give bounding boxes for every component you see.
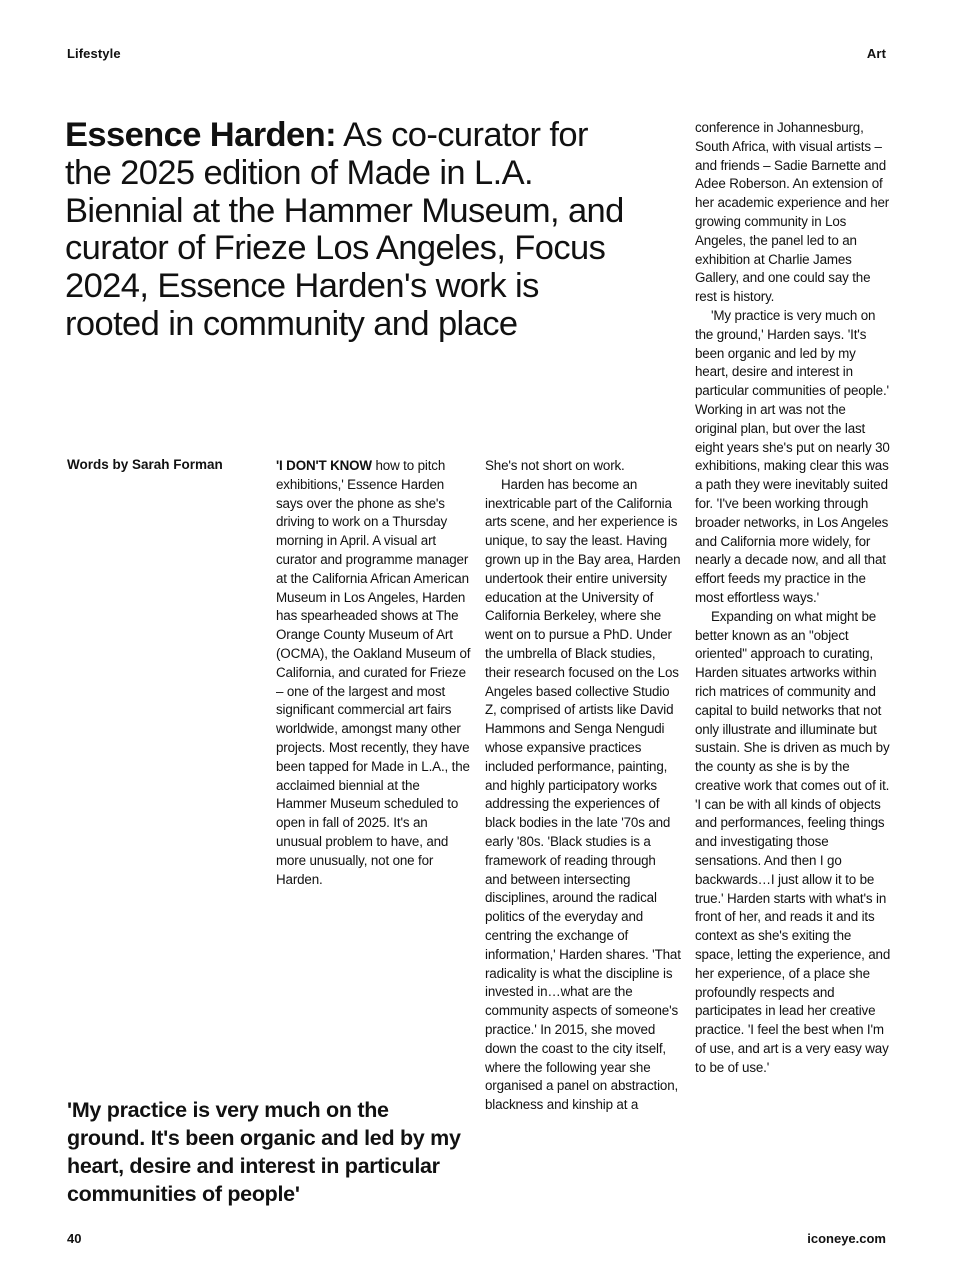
body-column-1 bbox=[276, 457, 472, 889]
body-paragraph: Harden has become an inextricable part of the California arts scene, and her experience is unique, to say the least. Having grown up in the Bay area, Harden undertook their entire university education at the University of California Berkeley, where she went on to pursue a PhD. Under the umbrella of Black studies, their research focused on the Los Angeles based collective Studio Z, comprised of artists like David Hammons and Senga Nengudi whose expansive practices included performance, painting, and highly participatory works addressing the experiences of black bodies in the late '70s and early '80s. 'Black studies is a framework of reading through and between intersecting disciplines, around the radical politics of the everyday and centring the exchange of information,' Harden shares. 'That radicality is what the discipline is invested in…what are the community aspects of someone's practice.' In 2015, she moved down the coast to the city itself, where the following year she organised a panel on abstraction, blackness and kinship at a bbox=[485, 476, 681, 1113]
headline-text: As co-curator for the 2025 edition of Made in L.A. Biennial at the Hammer Museum, and curator of Frieze Los Angeles, Focus 2024, Essence Harden's work is rooted in community and place bbox=[65, 116, 624, 343]
body-column-3 bbox=[695, 119, 891, 1078]
article-headline bbox=[65, 117, 625, 344]
body-paragraph: Expanding on what might be better known as an "object oriented" approach to curating, Harden situates artworks within rich matrices of community and capital to build networks that not only illustrate and illuminate but sustain. She is driven as much by the county as she is by the creative work that comes out of it. 'I can be with all kinds of objects and performances, feeling things and investigating those sensations. And then I go backwards…I just allow it to be true.' Harden starts with what's in front of her, and reads it and its context as she's exiting the space, letting the experience, and her experience, of a place she profoundly respects and participates in lead her creative practice. 'I feel the best when I'm of use, and art is a very easy way to be of use.' bbox=[695, 608, 891, 1075]
section-label: Lifestyle bbox=[67, 46, 121, 61]
headline-subject-name: Essence Harden: bbox=[65, 116, 336, 154]
body-paragraph: She's not short on work. bbox=[485, 458, 625, 473]
drop-lead-in: 'I DON'T KNOW bbox=[276, 458, 372, 473]
site-url: iconeye.com bbox=[807, 1231, 886, 1246]
body-paragraph: conference in Johannesburg, South Africa, with visual artists – and friends – Sadie Barnette and Adee Roberson. An extension of her academic experience and her growing community in Los Angeles, the panel led to an exhibition at Charlie James Gallery, and one could say the rest is history. bbox=[695, 120, 890, 305]
body-paragraph: 'My practice is very much on the ground,' Harden says. 'It's been organic and led by my heart, desire and interest in particular communities of people.' Working in art was not the original plan, but over the last eight years she's put on nearly 30 exhibitions, making clear this was a path they were inevitably suited for. 'I've been working through broader networks, in Los Angeles and California more widely, for nearly a decade now, and all that effort feeds my practice in the most effortless ways.' bbox=[695, 307, 890, 605]
page-number: 40 bbox=[67, 1231, 82, 1246]
body-column-2 bbox=[485, 457, 681, 1115]
category-label: Art bbox=[866, 46, 886, 61]
pull-quote: 'My practice is very much on the ground. It's been organic and led by my heart, desire and interest in particular communities of people' bbox=[67, 1098, 461, 1206]
body-paragraph: how to pitch exhibitions,' Essence Harden says over the phone as she's driving to work on a Thursday morning in April. A visual art curator and programme manager at the California African American Museum in Los Angeles, Harden has spearheaded shows at The Orange County Museum of Art (OCMA), the Oakland Museum of California, and curated for Frieze – one of the largest and most significant commercial art fairs worldwide, amongst many other projects. Most recently, they have been tapped for Made in L.A., the acclaimed biennial at the Hammer Museum scheduled to open in fall of 2025. It's an unusual problem to have, and more unusually, not one for Harden. bbox=[276, 458, 471, 887]
byline: Words by Sarah Forman bbox=[67, 457, 223, 472]
